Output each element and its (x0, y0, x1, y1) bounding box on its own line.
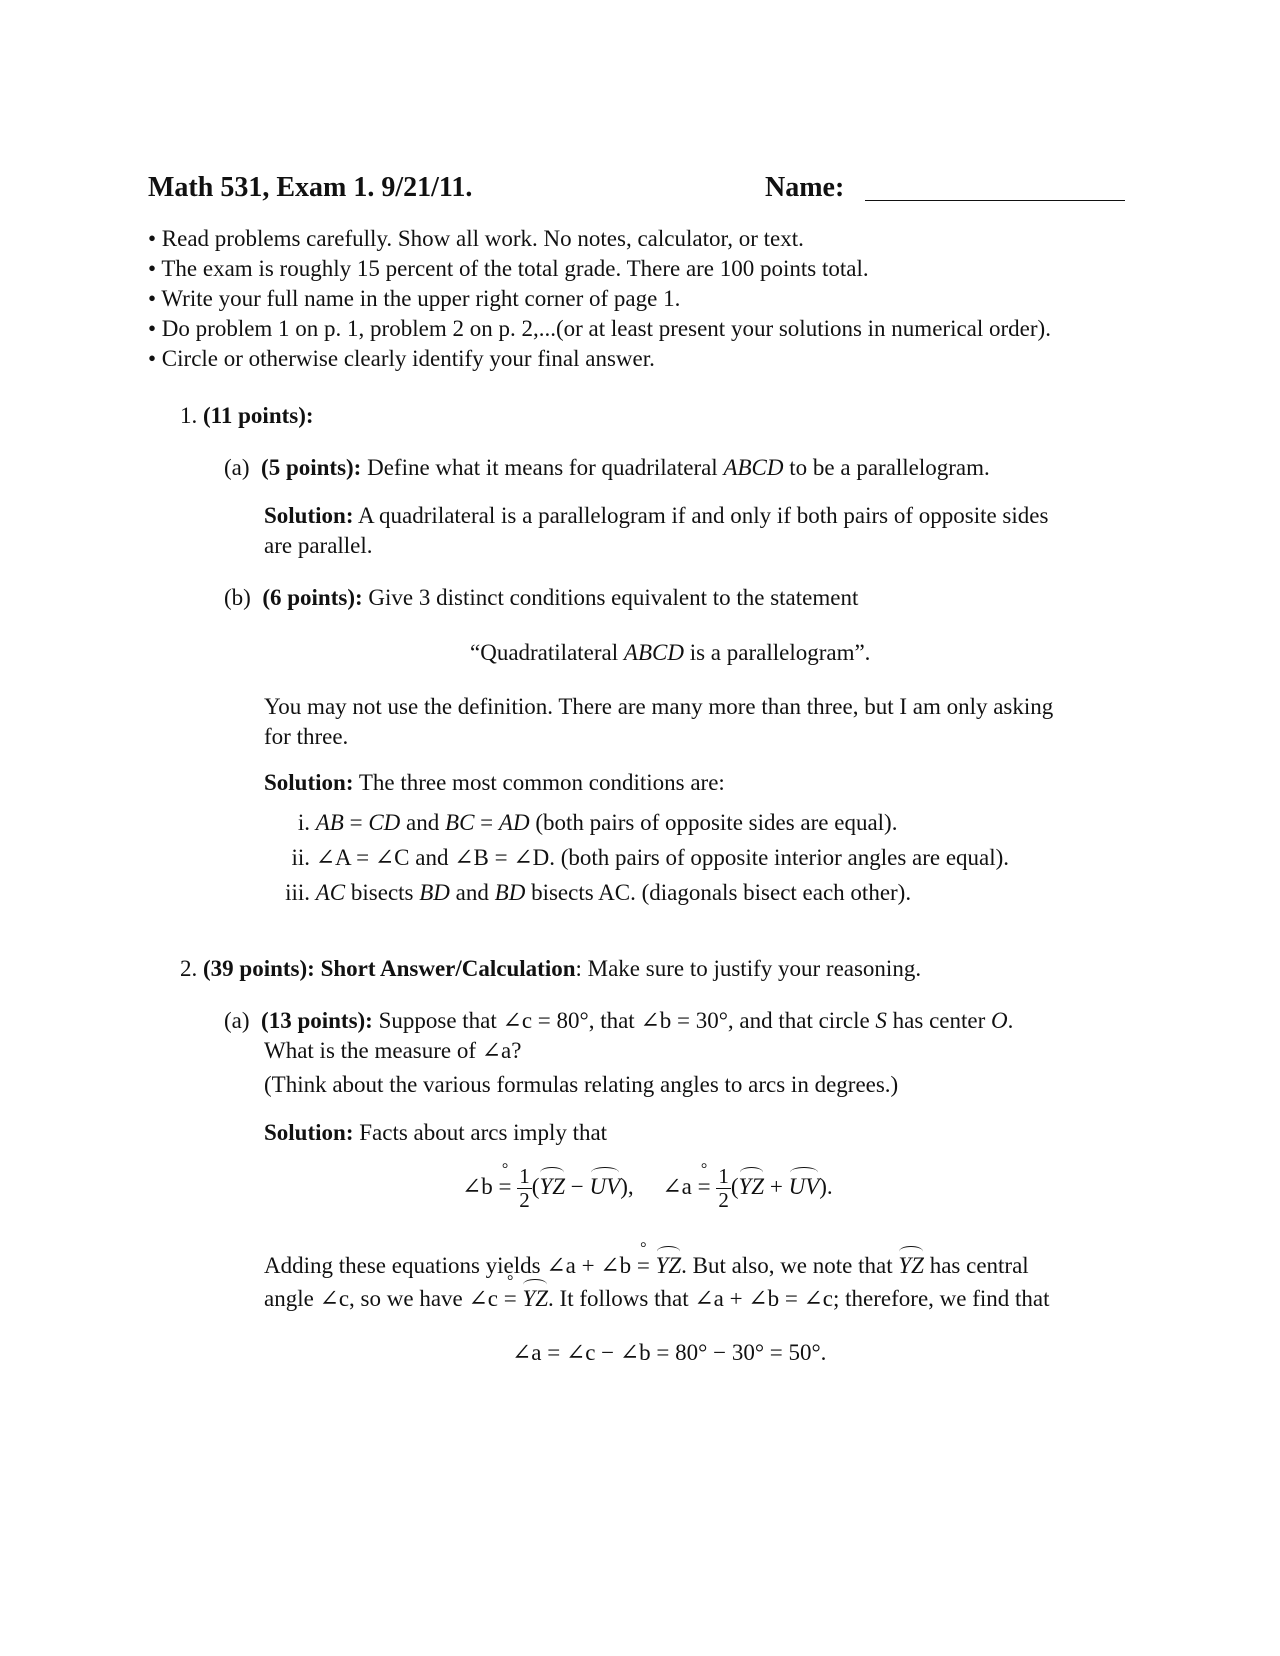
math: ∠C (374, 845, 410, 870)
quote-text: is a parallelogram”. (689, 640, 871, 665)
problem-1b (224, 585, 858, 611)
problem-2a-hint: (Think about the various formulas relating angles to arcs in degrees.) (264, 1072, 899, 1097)
denominator: 2 (718, 1188, 729, 1212)
final-answer: ∠a = ∠c − ∠b = 80° − 30° = 50°. (512, 1340, 827, 1365)
instruction-2: • The exam is roughly 15 percent of the total grade. There are 100 points total. (148, 256, 869, 281)
denominator: 2 (519, 1188, 530, 1212)
math: ∠c (319, 1286, 350, 1311)
degree-equals-sign: ° = (698, 1174, 711, 1200)
problem-2a-line1: (a) (13 points): Suppose that ∠c = 80°, that ∠b = 30°, and that circle S has center O. (224, 1008, 1014, 1033)
math-abcd: ABCD (623, 640, 684, 665)
solution-text: A quadrilateral is a parallelogram if and only if both pairs of opposite sides (357, 503, 1049, 528)
math: ∠A (315, 845, 351, 870)
math: AD (498, 810, 530, 835)
math: ∠c (468, 1286, 498, 1311)
math-angle-b: ∠b = 30° (640, 1008, 728, 1033)
solution-text: , so we have (349, 1286, 463, 1311)
name-label: Name: (765, 172, 845, 203)
fraction (517, 1166, 532, 1211)
solution-1a-line2: are parallel. (264, 533, 373, 558)
arc-uv: UV (589, 1173, 621, 1199)
item-text: and (449, 880, 495, 905)
part-text: Define what it means for quadrilateral (367, 455, 718, 480)
arc-yz: YZ (655, 1253, 682, 1278)
part-label: (a) (224, 455, 250, 480)
problem-text: : Make sure to justify your reasoning. (575, 956, 922, 981)
solution-label: Solution: (264, 770, 354, 795)
solution-text: . It follows that (548, 1286, 689, 1311)
math: = (343, 810, 369, 835)
solution-label: Solution: (264, 503, 354, 528)
condition-item-2 (270, 845, 1009, 871)
math: = (350, 845, 375, 870)
solution-text: Facts about arcs imply that (359, 1120, 608, 1145)
part-text: , and that circle (727, 1008, 870, 1033)
math-abcd: ABCD (723, 455, 784, 480)
part-points: (6 points): (262, 585, 363, 610)
condition-item-1 (284, 810, 897, 836)
solution-2a (264, 1120, 607, 1146)
note-line2: for three. (264, 724, 349, 749)
problem-points: (11 points): (203, 403, 314, 428)
problem-1a (224, 455, 990, 481)
instruction-4: • Do problem 1 on p. 1, problem 2 on p. 2,...(or at least present your solutions in numerical order). (148, 316, 1051, 341)
arc-yz: YZ (522, 1286, 549, 1311)
math: AB (315, 810, 344, 835)
arc-yz: YZ (539, 1173, 566, 1199)
numerator: 1 (718, 1164, 729, 1188)
solution-text: . But also, we note that (681, 1253, 893, 1278)
math: = (474, 810, 499, 835)
instruction-1: • Read problems carefully. Show all work. No notes, calculator, or text. (148, 226, 804, 251)
math-angle-a: ∠a (481, 1038, 512, 1063)
math: ∠a (662, 1173, 692, 1199)
arc-uv: UV (788, 1173, 820, 1199)
item-number: ii. (291, 845, 310, 870)
problem-1-heading (180, 403, 314, 429)
adding-line2 (264, 1286, 1050, 1312)
part-label: (a) (224, 1008, 250, 1033)
problem-points: (39 points): (203, 956, 315, 981)
degree-equals-sign: ° = (504, 1286, 517, 1312)
solution-text: angle (264, 1286, 314, 1311)
part-text: to be a parallelogram. (789, 455, 990, 480)
part-points: (13 points): (261, 1008, 373, 1033)
problem-2a-line2 (264, 1038, 521, 1064)
math: AC (315, 880, 346, 905)
part-text: has center (892, 1008, 986, 1033)
note-line1: You may not use the definition. There are many more than three, but I am only asking (264, 694, 1054, 719)
solution-label: Solution: (264, 1120, 354, 1145)
part-text: What is the measure of (264, 1038, 477, 1063)
problem-number: 1. (180, 403, 198, 428)
math: ∠B (454, 845, 489, 870)
math: ∠D (513, 845, 550, 870)
part-text: , that (588, 1008, 635, 1033)
math: CD (368, 810, 401, 835)
part-label: (b) (224, 585, 251, 610)
math: BD (494, 880, 526, 905)
item-text: and (409, 845, 455, 870)
solution-1b (264, 770, 725, 796)
condition-item-3 (264, 880, 911, 906)
item-text: . (both pairs of opposite interior angles are equal). (549, 845, 1010, 870)
problem-number: 2. (180, 956, 198, 981)
math: ∠a + ∠b = ∠c (694, 1286, 834, 1311)
exam-title: Math 531, Exam 1. 9/21/11. (148, 172, 473, 203)
problem-heading: Short Answer/Calculation (320, 956, 576, 981)
instruction-5: • Circle or otherwise clearly identify your final answer. (148, 346, 655, 371)
solution-text: ; therefore, we find that (833, 1286, 1050, 1311)
name-blank-line (865, 200, 1125, 201)
instruction-3: • Write your full name in the upper right corner of page 1. (148, 286, 681, 311)
item-text: (both pairs of opposite sides are equal). (529, 810, 898, 835)
quote-text: “Quadratilateral (470, 640, 619, 665)
part-text: Give (368, 585, 414, 610)
part-text: Suppose that (378, 1008, 497, 1033)
part-points: (5 points): (261, 455, 362, 480)
item-text: and (400, 810, 446, 835)
math-circle: S (875, 1008, 887, 1033)
solution-1a-line1 (264, 503, 1048, 529)
math: ∠b (462, 1173, 493, 1199)
solution-text: Adding these equations yields (264, 1253, 541, 1278)
arc-yz: YZ (898, 1253, 924, 1278)
numerator: 1 (519, 1164, 530, 1188)
math: ∠a + ∠b (546, 1253, 632, 1278)
math-center: O (991, 1008, 1008, 1033)
problem-2-heading (180, 956, 921, 982)
solution-text: The three most common conditions are: (358, 770, 725, 795)
fraction (716, 1166, 731, 1211)
arc-yz: YZ (738, 1173, 765, 1199)
arc-equations: ∠b ° = $\frac{1}{2}$ (YZ − UV), ∠a ° = $\frac{1}{2}$ (YZ + UV). (462, 1166, 833, 1211)
math-angle-c: ∠c = 80° (502, 1008, 589, 1033)
math: BC (445, 810, 475, 835)
quoted-statement (470, 640, 870, 666)
adding-line1 (264, 1253, 1029, 1279)
part-text: ? (511, 1038, 522, 1063)
degree-equals-sign: ° = (637, 1253, 650, 1279)
part-text: distinct conditions equivalent to the statement (436, 585, 859, 610)
part-count: 3 (418, 585, 431, 610)
math: BD (419, 880, 450, 905)
degree-equals-sign: ° = (499, 1174, 512, 1200)
item-text: bisects AC. (diagonals bisect each other). (525, 880, 912, 905)
solution-text: has central (929, 1253, 1029, 1278)
math: = (488, 845, 514, 870)
item-number: i. (297, 810, 310, 835)
item-text: bisects (345, 880, 420, 905)
item-number: iii. (285, 880, 310, 905)
